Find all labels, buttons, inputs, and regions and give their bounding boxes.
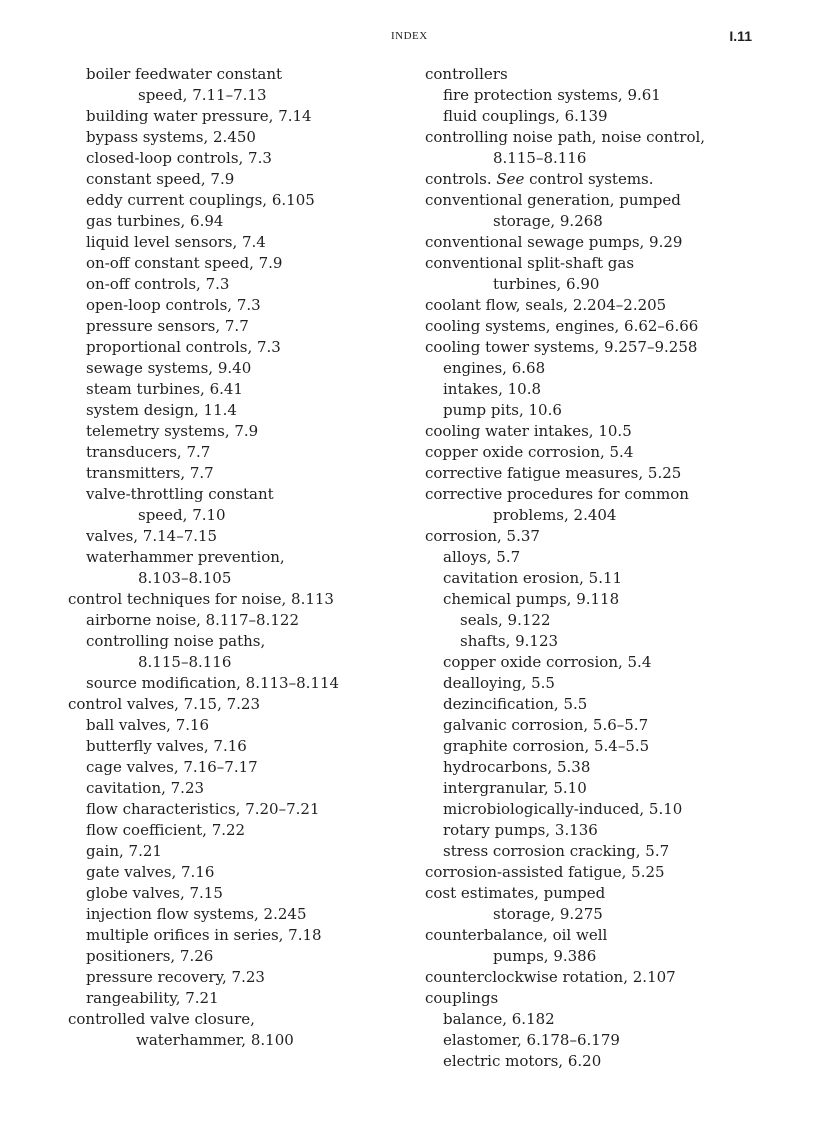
index-entry xyxy=(68,799,408,820)
entry-text: valves, 7.14–7.15 xyxy=(86,527,218,545)
entry-text: couplings xyxy=(425,989,499,1007)
index-entry xyxy=(68,379,408,400)
entry-text: copper oxide corrosion, 5.4 xyxy=(443,653,652,671)
entry-term: controls. xyxy=(425,170,497,188)
index-entry xyxy=(68,988,408,1009)
entry-text: ball valves, 7.16 xyxy=(86,716,210,734)
entry-text: transmitters, 7.7 xyxy=(86,464,214,482)
entry-text: on-off controls, 7.3 xyxy=(86,275,230,293)
index-entry xyxy=(425,337,765,358)
index-column-right xyxy=(425,64,765,1072)
index-entry xyxy=(68,694,408,715)
index-entry xyxy=(425,400,765,421)
entry-continuation: pumps, 9.386 xyxy=(493,947,597,965)
index-entry xyxy=(425,379,765,400)
entry-text: eddy current couplings, 6.105 xyxy=(86,191,315,209)
index-entry xyxy=(425,526,765,547)
index-entry xyxy=(68,631,408,673)
index-entry xyxy=(68,190,408,211)
entry-text: positioners, 7.26 xyxy=(86,947,214,965)
entry-text: dealloying, 5.5 xyxy=(443,674,555,692)
entry-target: control systems. xyxy=(524,170,654,188)
entry-text: counterclockwise rotation, 2.107 xyxy=(425,968,676,986)
index-entry xyxy=(68,484,408,526)
entry-text: transducers, 7.7 xyxy=(86,443,211,461)
index-entry xyxy=(68,547,408,589)
entry-text: waterhammer prevention, xyxy=(86,548,285,566)
index-entry xyxy=(425,757,765,778)
entry-text: seals, 9.122 xyxy=(460,611,551,629)
entry-text: copper oxide corrosion, 5.4 xyxy=(425,443,634,461)
index-entry xyxy=(425,358,765,379)
index-entry xyxy=(68,967,408,988)
entry-text: injection flow systems, 2.245 xyxy=(86,905,307,923)
index-entry xyxy=(425,694,765,715)
running-head: INDEX xyxy=(391,30,428,42)
index-entry xyxy=(425,988,765,1009)
index-entry xyxy=(425,547,765,568)
index-entry xyxy=(425,736,765,757)
entry-text: open-loop controls, 7.3 xyxy=(86,296,261,314)
entry-continuation: turbines, 6.90 xyxy=(493,275,600,293)
index-entry xyxy=(68,673,408,694)
entry-text: globe valves, 7.15 xyxy=(86,884,223,902)
index-entry xyxy=(68,904,408,925)
entry-text: constant speed, 7.9 xyxy=(86,170,235,188)
entry-text: cavitation erosion, 5.11 xyxy=(443,569,623,587)
entry-text: conventional generation, pumped xyxy=(425,191,681,209)
index-entry xyxy=(68,169,408,190)
entry-continuation: speed, 7.10 xyxy=(138,506,226,524)
entry-text: boiler feedwater constant xyxy=(86,65,283,83)
index-entry xyxy=(68,421,408,442)
entry-text: system design, 11.4 xyxy=(86,401,237,419)
index-entry xyxy=(425,925,765,967)
entry-text: pump pits, 10.6 xyxy=(443,401,562,419)
page-number: I.11 xyxy=(729,28,752,44)
index-entry xyxy=(68,295,408,316)
entry-text: on-off constant speed, 7.9 xyxy=(86,254,283,272)
entry-text: cooling water intakes, 10.5 xyxy=(425,422,632,440)
index-entry xyxy=(425,883,765,925)
entry-text: control techniques for noise, 8.113 xyxy=(68,590,334,608)
entry-continuation: storage, 9.275 xyxy=(493,905,603,923)
entry-text: building water pressure, 7.14 xyxy=(86,107,312,125)
index-entry xyxy=(425,1009,765,1030)
index-entry xyxy=(68,778,408,799)
index-entry xyxy=(425,967,765,988)
entry-text: cost estimates, pumped xyxy=(425,884,606,902)
index-entry xyxy=(425,232,765,253)
index-entry xyxy=(68,610,408,631)
index-entry xyxy=(425,778,765,799)
entry-text: rotary pumps, 3.136 xyxy=(443,821,598,839)
entry-text: intakes, 10.8 xyxy=(443,380,542,398)
entry-text: proportional controls, 7.3 xyxy=(86,338,281,356)
index-entry xyxy=(425,799,765,820)
entry-continuation: storage, 9.268 xyxy=(493,212,603,230)
index-entry xyxy=(68,106,408,127)
entry-text: controlling noise path, noise control, xyxy=(425,128,706,146)
entry-text: stress corrosion cracking, 5.7 xyxy=(443,842,670,860)
index-entry xyxy=(68,253,408,274)
index-entry xyxy=(425,652,765,673)
entry-text: pressure recovery, 7.23 xyxy=(86,968,265,986)
index-entry xyxy=(425,484,765,526)
entry-text: telemetry systems, 7.9 xyxy=(86,422,259,440)
index-entry xyxy=(425,820,765,841)
entry-text: bypass systems, 2.450 xyxy=(86,128,256,146)
index-entry xyxy=(425,1030,765,1051)
entry-text: butterfly valves, 7.16 xyxy=(86,737,247,755)
entry-text: controlled valve closure, xyxy=(68,1010,255,1028)
index-entry xyxy=(425,715,765,736)
entry-text: liquid level sensors, 7.4 xyxy=(86,233,266,251)
index-entry xyxy=(68,463,408,484)
index-entry xyxy=(68,274,408,295)
entry-text: corrective fatigue measures, 5.25 xyxy=(425,464,682,482)
entry-text: controlling noise paths, xyxy=(86,632,266,650)
index-entry xyxy=(68,883,408,904)
entry-text: multiple orifices in series, 7.18 xyxy=(86,926,322,944)
entry-continuation: problems, 2.404 xyxy=(493,506,617,524)
entry-text: cooling systems, engines, 6.62–6.66 xyxy=(425,317,699,335)
index-entry xyxy=(68,148,408,169)
entry-text: galvanic corrosion, 5.6–5.7 xyxy=(443,716,649,734)
index-entry xyxy=(68,757,408,778)
see-reference: See xyxy=(496,170,525,188)
index-entry xyxy=(68,925,408,946)
entry-text: control valves, 7.15, 7.23 xyxy=(68,695,261,713)
index-entry xyxy=(425,610,765,631)
index-entry xyxy=(68,316,408,337)
index-entry xyxy=(68,946,408,967)
index-entry xyxy=(68,127,408,148)
entry-text: pressure sensors, 7.7 xyxy=(86,317,249,335)
entry-continuation: waterhammer, 8.100 xyxy=(136,1031,294,1049)
index-entry xyxy=(425,421,765,442)
entry-text: rangeability, 7.21 xyxy=(86,989,219,1007)
entry-text: gas turbines, 6.94 xyxy=(86,212,224,230)
index-entry xyxy=(68,526,408,547)
entry-text: electric motors, 6.20 xyxy=(443,1052,602,1070)
index-entry xyxy=(68,400,408,421)
entry-text: sewage systems, 9.40 xyxy=(86,359,252,377)
index-entry xyxy=(425,190,765,232)
entry-text: gain, 7.21 xyxy=(86,842,162,860)
entry-continuation: 8.115–8.116 xyxy=(493,149,587,167)
index-entry xyxy=(425,64,765,85)
entry-text: elastomer, 6.178–6.179 xyxy=(443,1031,620,1049)
index-column-left xyxy=(68,64,408,1051)
entry-continuation: 8.103–8.105 xyxy=(138,569,232,587)
entry-text: coolant flow, seals, 2.204–2.205 xyxy=(425,296,667,314)
entry-text: flow characteristics, 7.20–7.21 xyxy=(86,800,320,818)
entry-text: conventional sewage pumps, 9.29 xyxy=(425,233,683,251)
index-entry xyxy=(425,1051,765,1072)
entry-text: counterbalance, oil well xyxy=(425,926,608,944)
entry-text: cooling tower systems, 9.257–9.258 xyxy=(425,338,698,356)
entry-text: cage valves, 7.16–7.17 xyxy=(86,758,258,776)
entry-text: chemical pumps, 9.118 xyxy=(443,590,620,608)
entry-continuation: speed, 7.11–7.13 xyxy=(138,86,267,104)
index-entry xyxy=(425,295,765,316)
entry-text: engines, 6.68 xyxy=(443,359,546,377)
index-entry xyxy=(425,862,765,883)
entry-text: conventional split-shaft gas xyxy=(425,254,635,272)
index-entry xyxy=(425,673,765,694)
entry-text: intergranular, 5.10 xyxy=(443,779,587,797)
index-entry xyxy=(68,1009,408,1051)
entry-text: flow coefficient, 7.22 xyxy=(86,821,246,839)
entry-text: microbiologically-induced, 5.10 xyxy=(443,800,683,818)
entry-text: corrosion-assisted fatigue, 5.25 xyxy=(425,863,665,881)
index-entry xyxy=(425,106,765,127)
index-entry xyxy=(425,127,765,169)
index-entry xyxy=(425,568,765,589)
index-entry xyxy=(68,820,408,841)
index-entry xyxy=(68,337,408,358)
index-entry xyxy=(425,631,765,652)
entry-continuation: 8.115–8.116 xyxy=(138,653,232,671)
entry-text: valve-throttling constant xyxy=(86,485,274,503)
entry-text: steam turbines, 6.41 xyxy=(86,380,243,398)
entry-text: corrective procedures for common xyxy=(425,485,689,503)
index-entry xyxy=(68,64,408,106)
entry-text: fire protection systems, 9.61 xyxy=(443,86,661,104)
index-entry xyxy=(425,316,765,337)
entry-text: fluid couplings, 6.139 xyxy=(443,107,608,125)
index-entry xyxy=(68,442,408,463)
index-entry xyxy=(425,463,765,484)
index-entry xyxy=(68,211,408,232)
entry-text: source modification, 8.113–8.114 xyxy=(86,674,340,692)
entry-text: graphite corrosion, 5.4–5.5 xyxy=(443,737,650,755)
entry-text: hydrocarbons, 5.38 xyxy=(443,758,591,776)
index-entry xyxy=(425,253,765,295)
index-entry xyxy=(68,358,408,379)
entry-text: dezincification, 5.5 xyxy=(443,695,588,713)
entry-text: airborne noise, 8.117–8.122 xyxy=(86,611,300,629)
index-entry xyxy=(425,169,765,190)
entry-text: cavitation, 7.23 xyxy=(86,779,205,797)
index-entry xyxy=(68,841,408,862)
index-entry xyxy=(68,736,408,757)
entry-text: balance, 6.182 xyxy=(443,1010,555,1028)
index-entry xyxy=(68,589,408,610)
index-entry xyxy=(68,862,408,883)
entry-text: gate valves, 7.16 xyxy=(86,863,215,881)
index-entry xyxy=(425,85,765,106)
index-entry xyxy=(68,232,408,253)
entry-text: alloys, 5.7 xyxy=(443,548,521,566)
entry-text: controllers xyxy=(425,65,508,83)
index-entry xyxy=(425,442,765,463)
index-entry xyxy=(68,715,408,736)
index-entry xyxy=(425,841,765,862)
index-entry xyxy=(425,589,765,610)
entry-text: closed-loop controls, 7.3 xyxy=(86,149,272,167)
entry-text: corrosion, 5.37 xyxy=(425,527,540,545)
entry-text: shafts, 9.123 xyxy=(460,632,559,650)
page-header xyxy=(0,26,816,46)
